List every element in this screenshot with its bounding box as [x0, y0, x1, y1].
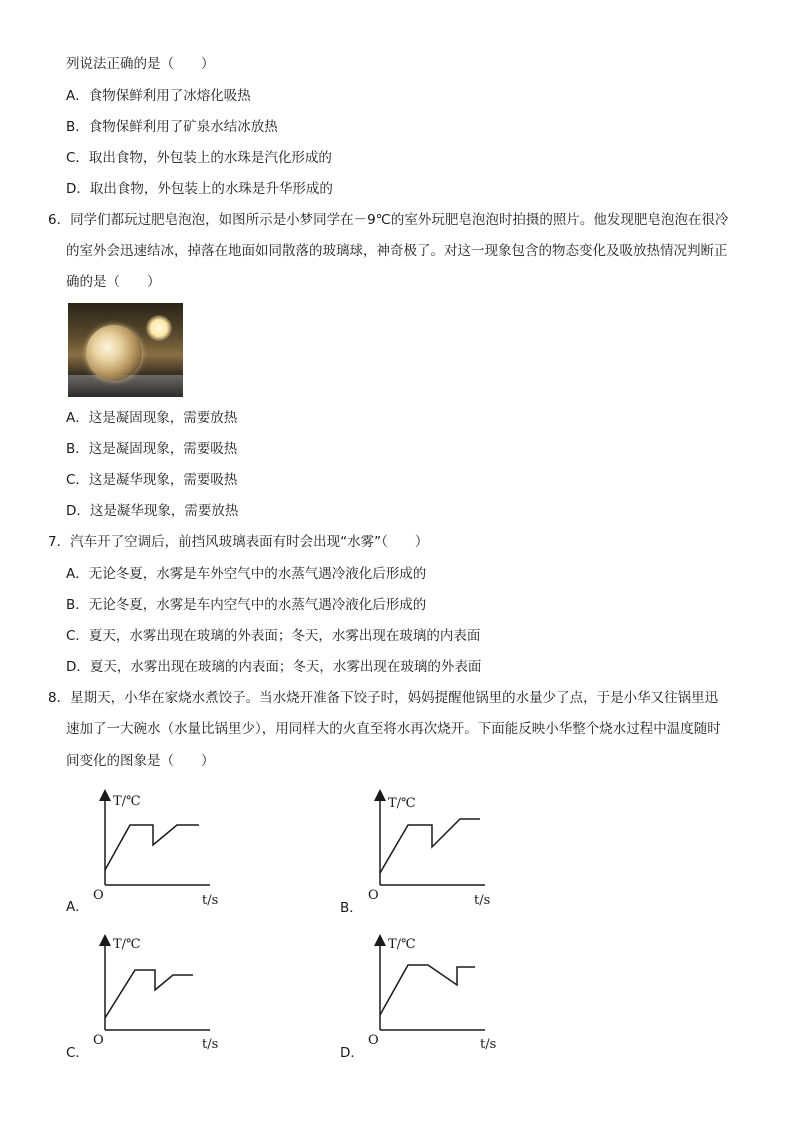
origin-label: O [93, 888, 104, 903]
q6-option-b[interactable]: B．这是凝固现象，需要吸热 [66, 441, 238, 457]
q6-option-a[interactable]: A．这是凝固现象，需要放热 [66, 410, 238, 426]
origin-label: O [93, 1033, 104, 1048]
graph-d[interactable] [360, 930, 500, 1055]
q5-option-d[interactable]: D．取出食物，外包装上的水珠是升华形成的 [66, 181, 333, 197]
graph-c[interactable] [85, 930, 225, 1055]
q7-stem: 7．汽车开了空调后，前挡风玻璃表面有时会出现“水雾”（ ） [48, 534, 429, 550]
q6-option-c[interactable]: C．这是凝华现象，需要吸热 [66, 472, 238, 488]
graph-b[interactable] [360, 785, 500, 910]
q8-stem-line-3: 间变化的图象是（ ） [66, 753, 215, 769]
q5-option-a[interactable]: A．食物保鲜利用了冰熔化吸热 [66, 88, 251, 104]
q7-option-c[interactable]: C．夏天，水雾出现在玻璃的外表面；冬天，水雾出现在玻璃的内表面 [66, 628, 481, 644]
temperature-curve [380, 819, 480, 873]
x-axis-label: t/s [202, 1037, 219, 1052]
graph-c-option-label[interactable]: C． [66, 1045, 89, 1061]
graph-d-option-label[interactable]: D． [340, 1045, 364, 1061]
x-axis-label: t/s [474, 893, 491, 908]
q7-option-a[interactable]: A．无论冬夏，水雾是车外空气中的水蒸气遇冷液化后形成的 [66, 566, 427, 582]
q6-stem-line-3: 确的是（ ） [66, 274, 161, 290]
x-axis-label: t/s [202, 893, 219, 908]
q5-option-c[interactable]: C．取出食物，外包装上的水珠是汽化形成的 [66, 150, 332, 166]
q8-stem-line-1: 8．星期天，小华在家烧水煮饺子。当水烧开准备下饺子时，妈妈提醒他锅里的水量少了点，于是小华又往锅里迅 [48, 690, 719, 706]
q7-option-b[interactable]: B．无论冬夏，水雾是车内空气中的水蒸气遇冷液化后形成的 [66, 597, 427, 613]
y-axis-label: T/℃ [113, 794, 141, 809]
sun-glow [146, 315, 172, 341]
origin-label: O [368, 888, 379, 903]
q5-stem-tail: 列说法正确的是（ ） [66, 56, 215, 72]
temperature-curve [380, 965, 475, 1015]
frozen-bubble-photo [68, 303, 183, 397]
q8-stem-line-2: 速加了一大碗水（水量比锅里少），用同样大的火直至将水再次烧开。下面能反映小华整个烧水过程中温度随时 [66, 721, 721, 737]
frozen-bubble [86, 325, 142, 381]
temperature-curve [105, 825, 199, 870]
q5-option-b[interactable]: B．食物保鲜利用了矿泉水结冰放热 [66, 119, 278, 135]
graph-a-option-label[interactable]: A． [66, 899, 89, 915]
q6-option-d[interactable]: D．这是凝华现象，需要放热 [66, 503, 239, 519]
graph-a[interactable] [85, 785, 225, 910]
q6-stem-line-1: 6．同学们都玩过肥皂泡泡，如图所示是小梦同学在－9℃的室外玩肥皂泡泡时拍摄的照片。他发现肥皂泡泡在很冷 [48, 212, 729, 228]
origin-label: O [368, 1033, 379, 1048]
y-axis-label: T/℃ [388, 937, 416, 952]
graph-b-option-label[interactable]: B． [340, 900, 363, 916]
y-axis-label: T/℃ [388, 796, 416, 811]
y-axis-label: T/℃ [113, 937, 141, 952]
q7-option-d[interactable]: D．夏天，水雾出现在玻璃的内表面；冬天，水雾出现在玻璃的外表面 [66, 659, 482, 675]
q6-stem-line-2: 的室外会迅速结冰，掉落在地面如同散落的玻璃球，神奇极了。对这一现象包含的物态变化及吸放热情况判断正 [66, 243, 728, 259]
temperature-curve [105, 970, 193, 1018]
x-axis-label: t/s [480, 1037, 497, 1052]
